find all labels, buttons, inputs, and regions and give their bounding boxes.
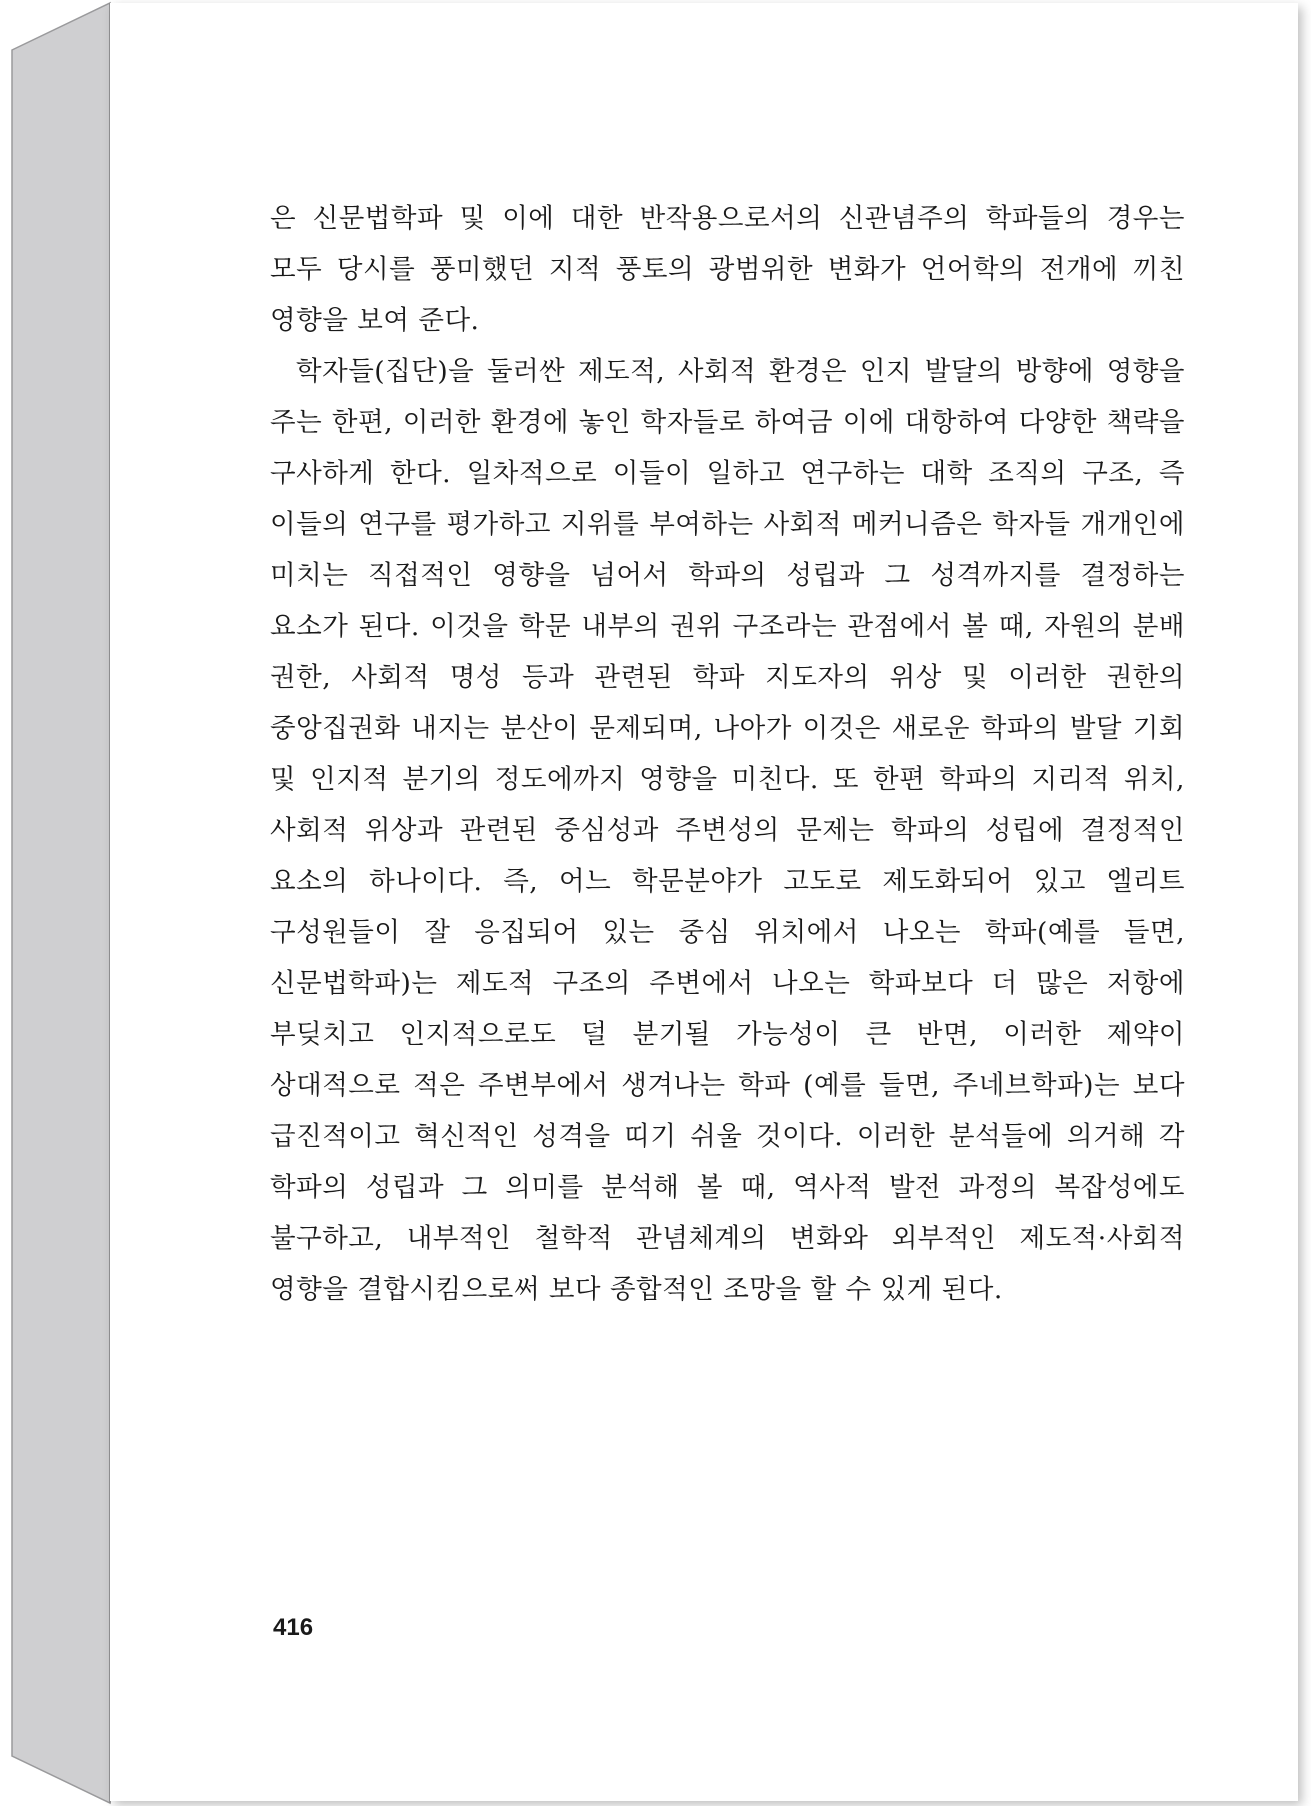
spine-face <box>12 3 110 1803</box>
page-content <box>270 193 1185 1315</box>
paragraph: 학자들(집단)을 둘러싼 제도적, 사회적 환경은 인지 발달의 방향에 영향을 주는 한편, 이러한 환경에 놓인 학자들로 하여금 이에 대항하여 다양한 책략을 구사하게 한다. 일차적으로 이들이 일하고 연구하는 대학 조직의 구조, 즉 이들의 연구를 평가하고 지위를 부여하는 사회적 메커니즘은 학자들 개개인에 미치는 직접적인 영향을 넘어서 학파의 성립과 그 성격까지를 결정하는 요소가 된다. 이것을 학문 내부의 권위 구조라는 관점에서 볼 때, 자원의 분배 권한, 사회적 명성 등과 관련된 학파 지도자의 위상 및 이러한 권한의 중앙집권화 내지는 분산이 문제되며, 나아가 이것은 새로운 학파의 발달 기회 및 인지적 분기의 정도에까지 영향을 미친다. 또 한편 학파의 지리적 위치, 사회적 위상과 관련된 중심성과 주변성의 문제는 학파의 성립에 결정적인 요소의 하나이다. 즉, 어느 학문분야가 고도로 제도화되어 있고 엘리트 구성원들이 잘 응집되어 있는 중심 위치에서 나오는 학파(예를 들면, 신문법학파)는 제도적 구조의 주변에서 나오는 학파보다 더 많은 저항에 부딪치고 인지적으로도 덜 분기될 가능성이 큰 반면, 이러한 제약이 상대적으로 적은 주변부에서 생겨나는 학파 (예를 들면, 주네브학파)는 보다 급진적이고 혁신적인 성격을 띠기 쉬울 것이다. 이러한 분석들에 의거해 각 학파의 성립과 그 의미를 분석해 볼 때, 역사적 발전 과정의 복잡성에도 불구하고, 내부적인 철학적 관념체계의 변화와 외부적인 제도적·사회적 영향을 결합시킴으로써 보다 종합적인 조망을 할 수 있게 된다. <box>270 356 1185 1305</box>
book-page <box>110 3 1298 1801</box>
paragraph-continued: 은 신문법학파 및 이에 대한 반작용으로서의 신관념주의 학파들의 경우는 모두 당시를 풍미했던 지적 풍토의 광범위한 변화가 언어학의 전개에 끼친 영향을 보여 준다. <box>270 203 1185 336</box>
page-number: 416 <box>273 1614 314 1641</box>
